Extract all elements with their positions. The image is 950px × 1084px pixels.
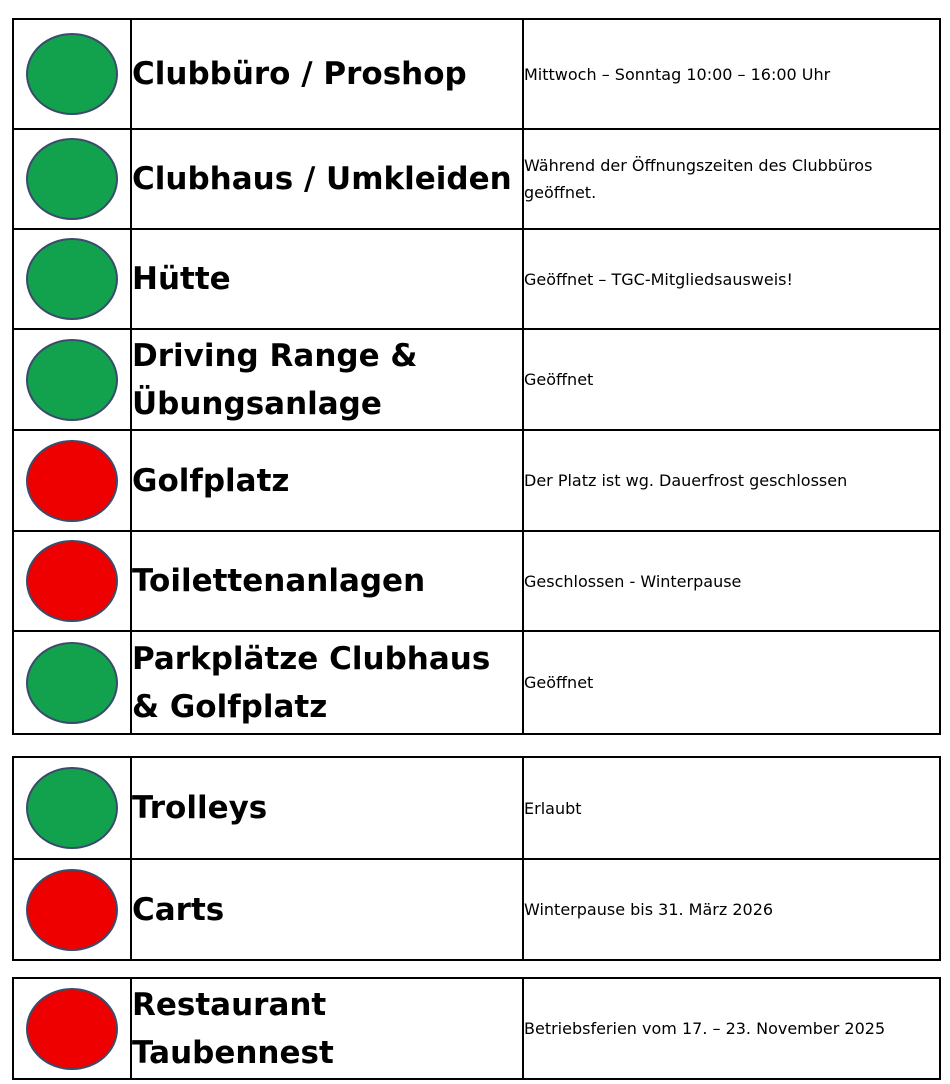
status-row-carts xyxy=(13,859,940,960)
equipment-status-table xyxy=(12,756,941,961)
facility-status-note: Geöffnet – TGC-Mitgliedsausweis! xyxy=(523,229,940,329)
status-light-cell xyxy=(13,859,131,960)
green-status-light-icon xyxy=(26,33,118,115)
green-status-light-icon xyxy=(26,138,118,220)
status-light-cell xyxy=(13,329,131,430)
status-row-clubhaus xyxy=(13,129,940,229)
facility-name: Golfplatz xyxy=(131,430,523,531)
restaurant-status-table xyxy=(12,977,941,1080)
facility-status-note: Geschlossen - Winterpause xyxy=(523,531,940,631)
facility-name: Restaurant Taubennest xyxy=(131,978,523,1079)
green-status-light-icon xyxy=(26,339,118,421)
status-row-clubbuero xyxy=(13,19,940,129)
facility-name: Clubbüro / Proshop xyxy=(131,19,523,129)
status-row-golfplatz xyxy=(13,430,940,531)
status-light-cell xyxy=(13,229,131,329)
status-row-restaurant xyxy=(13,978,940,1079)
status-row-huette xyxy=(13,229,940,329)
facility-status-note: Erlaubt xyxy=(523,757,940,859)
facility-status-note: Betriebsferien vom 17. – 23. November 2025 xyxy=(523,978,940,1079)
status-light-cell xyxy=(13,978,131,1079)
green-status-light-icon xyxy=(26,642,118,724)
facility-name: Carts xyxy=(131,859,523,960)
red-status-light-icon xyxy=(26,440,118,522)
facility-status-note: Der Platz ist wg. Dauerfrost geschlossen xyxy=(523,430,940,531)
green-status-light-icon xyxy=(26,767,118,849)
facility-status-note: Während der Öffnungszeiten des Clubbüros geöffnet. xyxy=(523,129,940,229)
facility-status-note: Geöffnet xyxy=(523,631,940,734)
status-row-toilettenanlagen xyxy=(13,531,940,631)
status-light-cell xyxy=(13,129,131,229)
facility-name: Driving Range & Übungsanlage xyxy=(131,329,523,430)
status-light-cell xyxy=(13,430,131,531)
facility-name: Parkplätze Clubhaus & Golfplatz xyxy=(131,631,523,734)
red-status-light-icon xyxy=(26,988,118,1070)
red-status-light-icon xyxy=(26,540,118,622)
facility-name: Hütte xyxy=(131,229,523,329)
red-status-light-icon xyxy=(26,869,118,951)
facility-name: Trolleys xyxy=(131,757,523,859)
green-status-light-icon xyxy=(26,238,118,320)
facility-name: Clubhaus / Umkleiden xyxy=(131,129,523,229)
status-row-parkplaetze xyxy=(13,631,940,734)
facility-status-note: Mittwoch – Sonntag 10:00 – 16:00 Uhr xyxy=(523,19,940,129)
facilities-status-table xyxy=(12,18,941,735)
status-light-cell xyxy=(13,631,131,734)
status-row-trolleys xyxy=(13,757,940,859)
status-light-cell xyxy=(13,19,131,129)
facility-name: Toilettenanlagen xyxy=(131,531,523,631)
status-light-cell xyxy=(13,531,131,631)
facility-status-note: Winterpause bis 31. März 2026 xyxy=(523,859,940,960)
facility-status-note: Geöffnet xyxy=(523,329,940,430)
status-row-driving-range xyxy=(13,329,940,430)
status-light-cell xyxy=(13,757,131,859)
